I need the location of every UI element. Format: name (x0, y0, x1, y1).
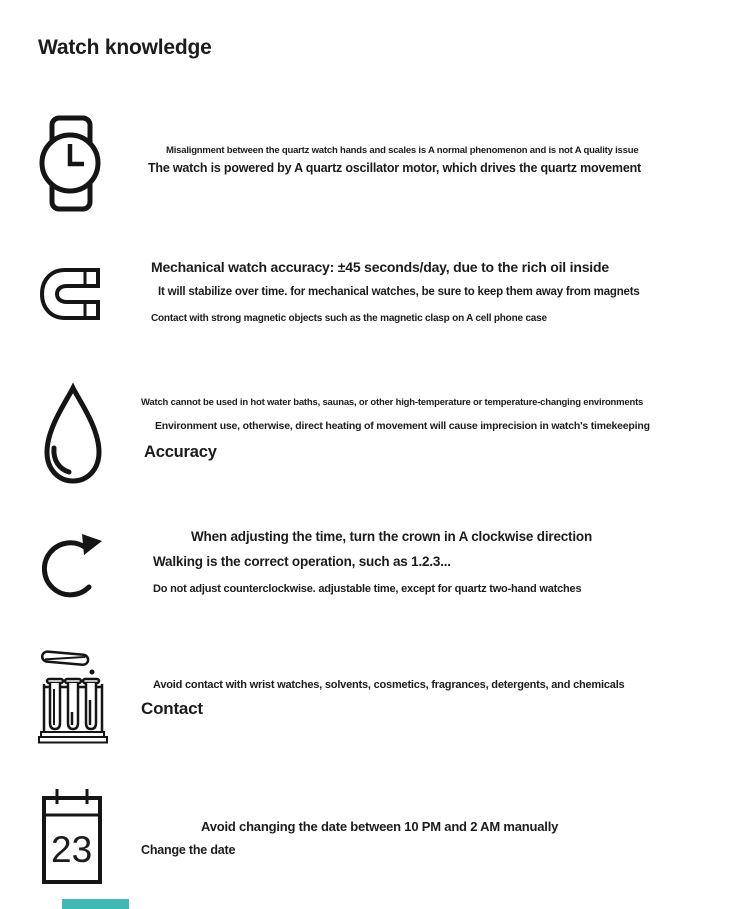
quartz-main-line: The watch is powered by A quartz oscillator motor, which drives the quartz movement (148, 161, 641, 175)
magnet-note-line: Contact with strong magnetic objects such as the magnetic clasp on A cell phone case (151, 313, 547, 324)
quartz-note-line: Misalignment between the quartz watch hands and scales is A normal phenomenon and is not A quality issue (166, 145, 639, 156)
date-sub-line: Change the date (141, 843, 236, 857)
crown-note-line: Do not adjust counterclockwise. adjustable time, except for quartz two-hand watches (153, 583, 582, 595)
magnet-icon (38, 266, 102, 322)
temperature-sub-line: Environment use, otherwise, direct heating of movement will cause imprecision in watch's timekeeping (155, 420, 650, 432)
magnet-main-line: Mechanical watch accuracy: ±45 seconds/day, due to the rich oil inside (151, 259, 609, 275)
water-drop-icon (40, 382, 106, 485)
crown-sub-line: Walking is the correct operation, such as 1.2.3... (153, 554, 451, 569)
calendar-day-number: 23 (51, 829, 93, 870)
magnet-sub-line: It will stabilize over time. for mechanical watches, be sure to keep them away from magnets (158, 286, 640, 298)
contact-heading: Contact (141, 699, 203, 718)
page-title: Watch knowledge (38, 36, 212, 59)
clockwise-arrow-icon (42, 528, 104, 602)
crown-main-line: When adjusting the time, turn the crown in A clockwise direction (191, 529, 592, 544)
date-main-line: Avoid changing the date between 10 PM and 2 AM manually (201, 819, 559, 834)
temperature-note-line: Watch cannot be used in hot water baths, saunas, or other high-temperature or temperature-changing environments (141, 397, 644, 408)
test-tubes-icon (38, 648, 108, 744)
footer-accent-bar (62, 899, 129, 909)
accuracy-heading: Accuracy (144, 443, 217, 461)
chemicals-note-line: Avoid contact with wrist watches, solvents, cosmetics, fragrances, detergents, and chemicals (153, 679, 625, 691)
calendar-icon (41, 788, 103, 885)
wristwatch-icon (38, 115, 102, 212)
